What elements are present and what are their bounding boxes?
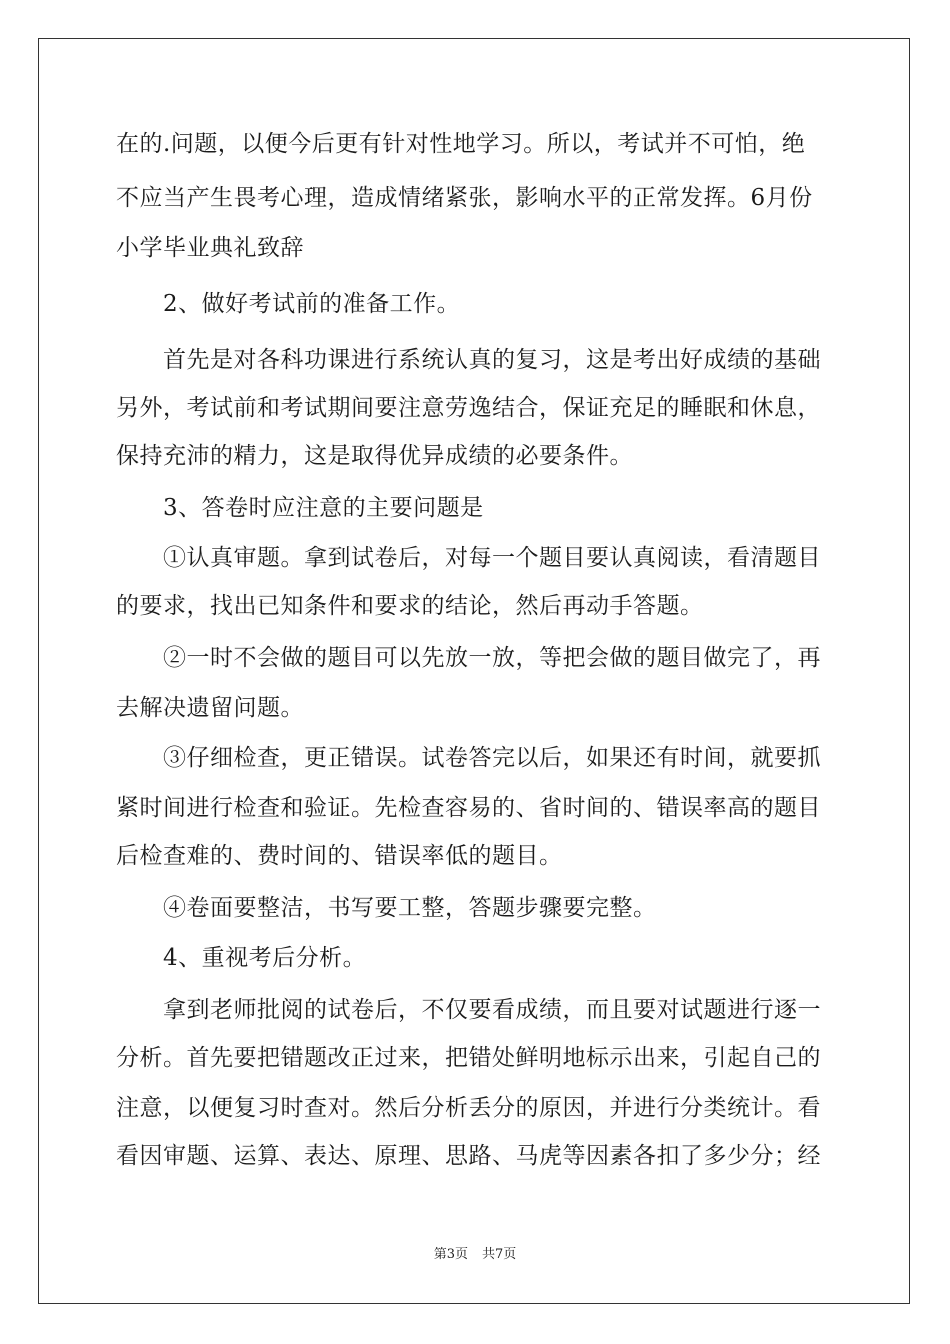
page-total: 共7页 xyxy=(482,1247,517,1262)
text-line: 紧时间进行检查和验证。先检查容易的、省时间的、错误率高的题目 xyxy=(116,795,821,821)
text-line: 首先是对各科功课进行系统认真的复习，这是考出好成绩的基础 xyxy=(116,347,821,373)
text-line: 小学毕业典礼致辞 xyxy=(116,235,304,261)
text-line: 3、答卷时应注意的主要问题是 xyxy=(116,495,484,521)
page-number: 第3页 xyxy=(433,1247,468,1262)
text-line: 注意，以便复习时查对。然后分析丢分的原因，并进行分类统计。看 xyxy=(116,1095,821,1121)
text-line: 4、重视考后分析。 xyxy=(116,945,367,971)
text-line: 后检查难的、费时间的、错误率低的题目。 xyxy=(116,843,563,869)
page-footer xyxy=(0,1246,950,1264)
text-line: 拿到老师批阅的试卷后，不仅要看成绩，而且要对试题进行逐一 xyxy=(116,997,821,1023)
text-line: ②一时不会做的题目可以先放一放，等把会做的题目做完了，再 xyxy=(116,645,821,671)
text-line: 不应当产生畏考心理，造成情绪紧张，影响水平的正常发挥。6月份 xyxy=(116,185,813,211)
text-line: ③仔细检查，更正错误。试卷答完以后，如果还有时间，就要抓 xyxy=(116,745,821,771)
text-line: 在的.问题，以便今后更有针对性地学习。所以，考试并不可怕，绝 xyxy=(116,131,806,157)
text-line: ④卷面要整洁，书写要工整，答题步骤要完整。 xyxy=(116,895,657,921)
text-line: 的要求，找出已知条件和要求的结论，然后再动手答题。 xyxy=(116,593,704,619)
text-line: 保持充沛的精力，这是取得优异成绩的必要条件。 xyxy=(116,443,633,469)
text-line: 另外，考试前和考试期间要注意劳逸结合，保证充足的睡眠和休息， xyxy=(116,395,821,421)
text-line: 看因审题、运算、表达、原理、思路、马虎等因素各扣了多少分；经 xyxy=(116,1143,821,1169)
text-line: 2、做好考试前的准备工作。 xyxy=(116,291,461,317)
text-line: ①认真审题。拿到试卷后，对每一个题目要认真阅读，看清题目 xyxy=(116,545,821,571)
text-line: 分析。首先要把错题改正过来，把错处鲜明地标示出来，引起自己的 xyxy=(116,1045,821,1071)
text-line: 去解决遗留问题。 xyxy=(116,695,304,721)
